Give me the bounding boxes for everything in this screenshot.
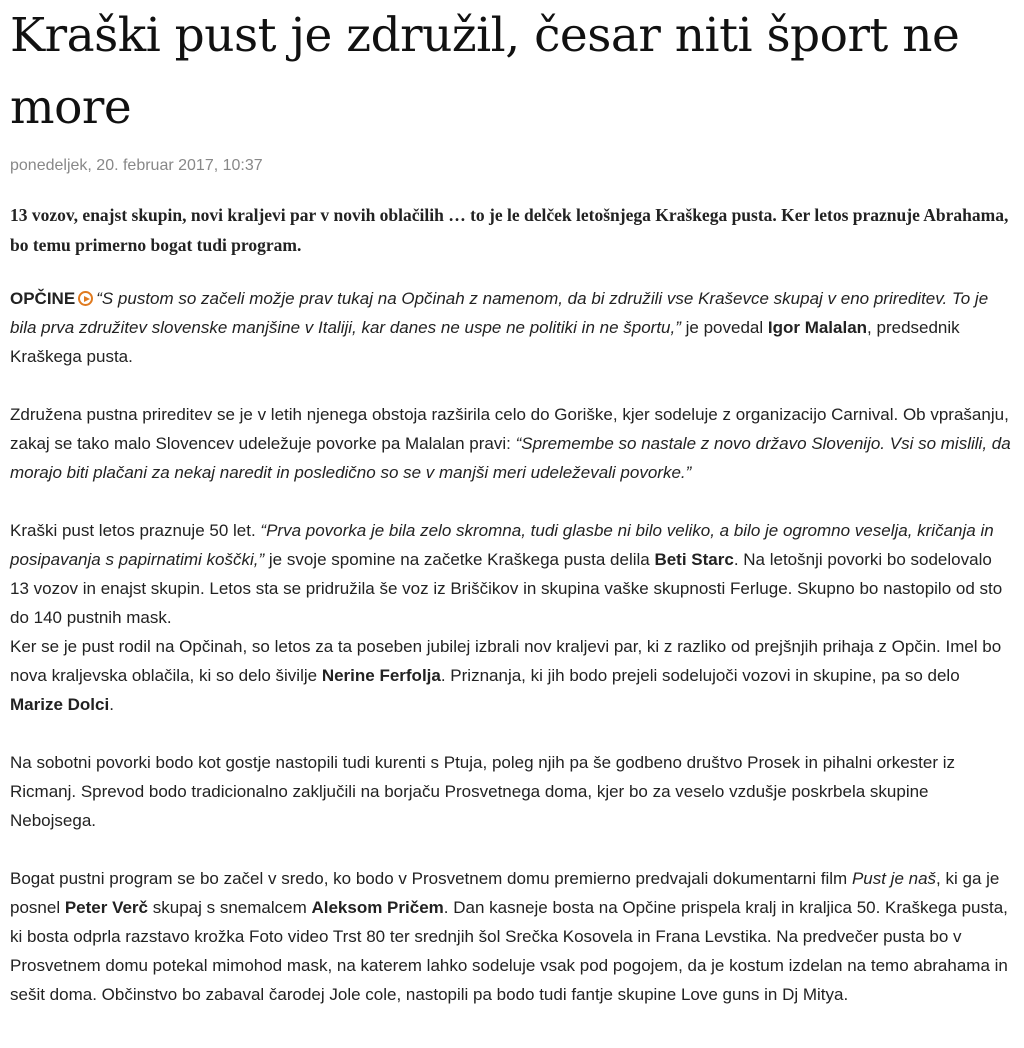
paragraph-5: Bogat pustni program se bo začel v sredo, ko bodo v Prosvetnem domu premierno predvajali dokumentarni film Pust je naš, ki ga je posnel Peter Verč skupaj s snemalcem Aleksom Pričem. Dan kasneje bosta na Opčine prispela kralj in kraljica 50. Kraškega pusta, ki bosta odprla razstavo krožka Foto video Trst 80 ter srednjih šol Srečka Kosovela in Frana Levstika. Na predvečer pusta bo v Prosvetnem domu potekal mimohod mask, na katerem lahko sodeluje vsak pod pogojem, da je kostum izdelan na temo abrahama in sešit doma. Občinstvo bo zabaval čarodej Jole cole, nastopili pa bodo tudi fantje skupine Love guns in Dj Mitya.	[10, 869, 1008, 1004]
person-name: Peter Verč	[64, 898, 149, 917]
article-title: Kraški pust je združil, česar niti šport ne more	[10, 8, 960, 135]
dateline-place: OPČINE	[10, 289, 76, 308]
article-date: ponedeljek, 20. februar 2017, 10:37	[10, 157, 263, 174]
film-title: Pust je naš	[851, 869, 937, 888]
quote-malalan-2: “Spremembe so nastale z novo državo Slovenijo. Vsi so mislili, da morajo biti plačani za nekaj naredit in posledično so se v manjši meri udeleževali povorke.”	[10, 434, 1011, 482]
person-name: Aleksom Pričem	[311, 898, 444, 917]
person-name: Beti Starc	[654, 550, 734, 569]
paragraph-3b: Ker se je pust rodil na Opčinah, so letos za ta poseben jubilej izbrali nov kraljevi par, ki z razliko od prejšnjih prihaja z Opčin. Imel bo nova kraljevska oblačila, ki so delo šivilje Nerine Ferfolja. Priznanja, ki jih bodo prejeli sodelujoči vozovi in skupine, pa so delo Marize Dolci.	[10, 637, 1002, 714]
paragraph-2: Združena pustna prireditev se je v letih njenega obstoja razširila celo do Goriške, kjer sodeluje z organizacijo Carnival. Ob vprašanju, zakaj se tako malo Slovencev udeležuje povorke pa Malalan pravi: “Spremembe so nastale z novo državo Slovenijo. Vsi so mislili, da morajo biti plačani za nekaj naredit in posledično so se v manjši meri udeleževali povorke.”	[10, 405, 1011, 482]
quote-malalan: “S pustom so začeli možje prav tukaj na Opčinah z namenom, da bi združili vse Kraševce skupaj v eno prireditev. To je bila prva združitev slovenske manjšine v Italiji, kar danes ne uspe ne politiki in ne športu,”	[10, 289, 989, 337]
quote-starc: “Prva povorka je bila zelo skromna, tudi glasbe ni bilo veliko, a bilo je ogromno veselja, kričanja in posipavanja s papirnatimi koščki,”	[10, 521, 994, 569]
article	[10, 0, 1014, 1009]
paragraph-3: Kraški pust letos praznuje 50 let. “Prva povorka je bila zelo skromna, tudi glasbe ni bilo veliko, a bilo je ogromno veselja, kričanja in posipavanja s papirnatimi koščki,” je svoje spomine na začetke Kraškega pusta delila Beti Starc. Na letošnji povorki bo sodelovalo 13 vozov in enajst skupin. Letos sta se pridružila še voz iz Briščikov in skupina vaške skupnosti Ferluge. Skupno bo nastopilo od sto do 140 pustnih mask.	[10, 521, 1003, 627]
person-name: Marize Dolci	[10, 695, 110, 714]
play-circle-icon[interactable]	[78, 291, 93, 306]
paragraph-1: OPČINE “S pustom so začeli možje prav tukaj na Opčinah z namenom, da bi združili vse Kraševce skupaj v eno prireditev. To je bila prva združitev slovenske manjšine v Italiji, kar danes ne uspe ne politiki in ne športu,” je povedal Igor Malalan, predsednik Kraškega pusta.	[10, 289, 989, 366]
person-name: Nerine Ferfolja	[321, 666, 441, 685]
paragraph-4: Na sobotni povorki bodo kot gostje nastopili tudi kurenti s Ptuja, poleg njih pa še godbeno društvo Prosek in pihalni orkester iz Ricmanj. Sprevod bodo tradicionalno zaključili na borjaču Prosvetnega doma, kjer bo za veselo vzdušje poskrbela skupine Nebojsega.	[10, 753, 956, 830]
article-lead: 13 vozov, enajst skupin, novi kraljevi par v novih oblačilih … to je le delček letošnjega Kraškega pusta. Ker letos praznuje Abrahama, bo temu primerno bogat tudi program.	[10, 205, 1009, 255]
person-name: Igor Malalan	[767, 318, 868, 337]
